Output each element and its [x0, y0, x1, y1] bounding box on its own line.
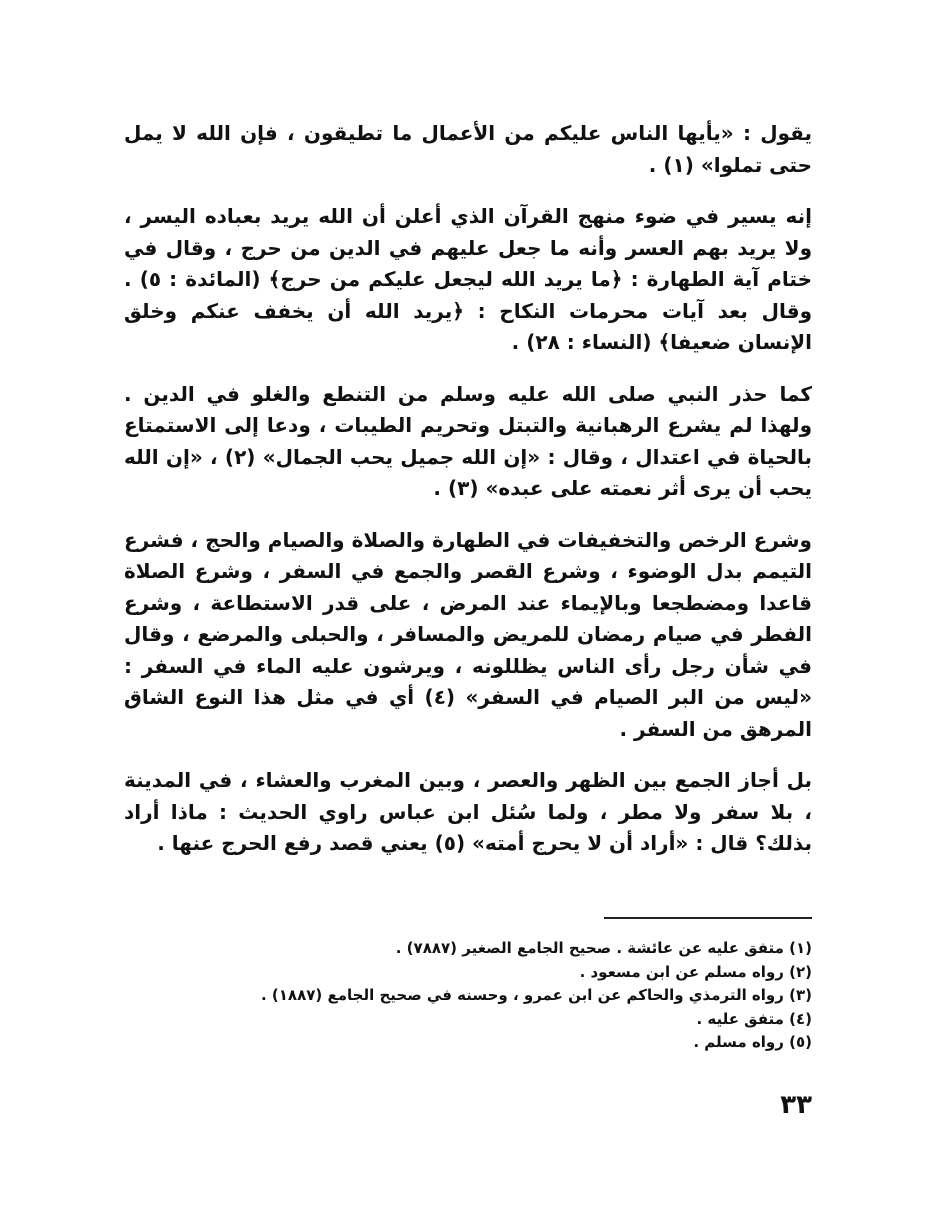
paragraph-3: كما حذر النبي صلى الله عليه وسلم من التنطع والغلو في الدين . ولهذا لم يشرع الرهبانية والتبتل وتحريم الطيبات ، ودعا إلى الاستمتاع بالحياة في اعتدال ، وقال : «إن الله جميل يحب الجمال» (٢) ، «إن الله يحب أن يرى أثر نعمته على عبده» (٣) . — [124, 381, 812, 500]
footnote-4: (٤) متفق عليه . — [696, 1009, 812, 1028]
footnote-3: (٣) رواه الترمذي والحاكم عن ابن عمرو ، وحسنه في صحيح الجامع (١٨٨٧) . — [261, 986, 812, 1004]
footnote-2: (٢) رواه مسلم عن ابن مسعود . — [579, 962, 812, 981]
page-number: ٣٣ — [780, 1090, 812, 1120]
paragraph-4: وشرع الرخص والتخفيفات في الطهارة والصلاة والصيام والحج ، فشرع التيمم بدل الوضوء ، وشرع القصر والجمع في السفر ، وشرع الصلاة قاعدا ومضطجعا وبالإيماء عند المرض ، على قدر الاستطاعة ، وشرع الفطر في صيام رمضان للمريض والمسافر ، والحبلى والمرضع ، وقال في شأن رجل رأى الناس يظللونه ، ويرشون عليه الماء في السفر : «ليس من البر الصيام في السفر» (٤) أي في مثل هذا النوع الشاق المرهق من السفر . — [124, 527, 812, 741]
main-text — [124, 118, 812, 860]
paragraph-2: إنه يسير في ضوء منهج القرآن الذي أعلن أن الله يريد بعباده اليسر ، ولا يريد بهم العسر وأنه ما جعل عليهم في الدين من حرج ، وقال في ختام آية الطهارة : ﴿ما يريد الله ليجعل عليكم من حرج﴾ (المائدة : ٥) . وقال بعد آيات محرمات النكاح : ﴿يريد الله أن يخفف عنكم وخلق الإنسان ضعيفا﴾ (النساء : ٢٨) . — [124, 204, 812, 354]
footnote-divider — [604, 917, 812, 919]
paragraph-5: بل أجاز الجمع بين الظهر والعصر ، وبين المغرب والعشاء ، في المدينة ، بلا سفر ولا مطر ، ولما سُئل ابن عباس راوي الحديث : ماذا أراد بذلك؟ قال : «أراد أن لا يحرج أمته» (٥) يعني قصد رفع الحرج عنها . — [124, 768, 812, 855]
footnotes-list — [261, 937, 812, 1055]
footnote-1: (١) متفق عليه عن عائشة . صحيح الجامع الصغير (٧٨٨٧) . — [395, 939, 812, 957]
paragraph-1: يقول : «يأيها الناس عليكم من الأعمال ما تطيقون ، فإن الله لا يمل حتى تملوا» (١) . — [124, 121, 812, 177]
footnote-5: (٥) رواه مسلم . — [693, 1033, 812, 1051]
